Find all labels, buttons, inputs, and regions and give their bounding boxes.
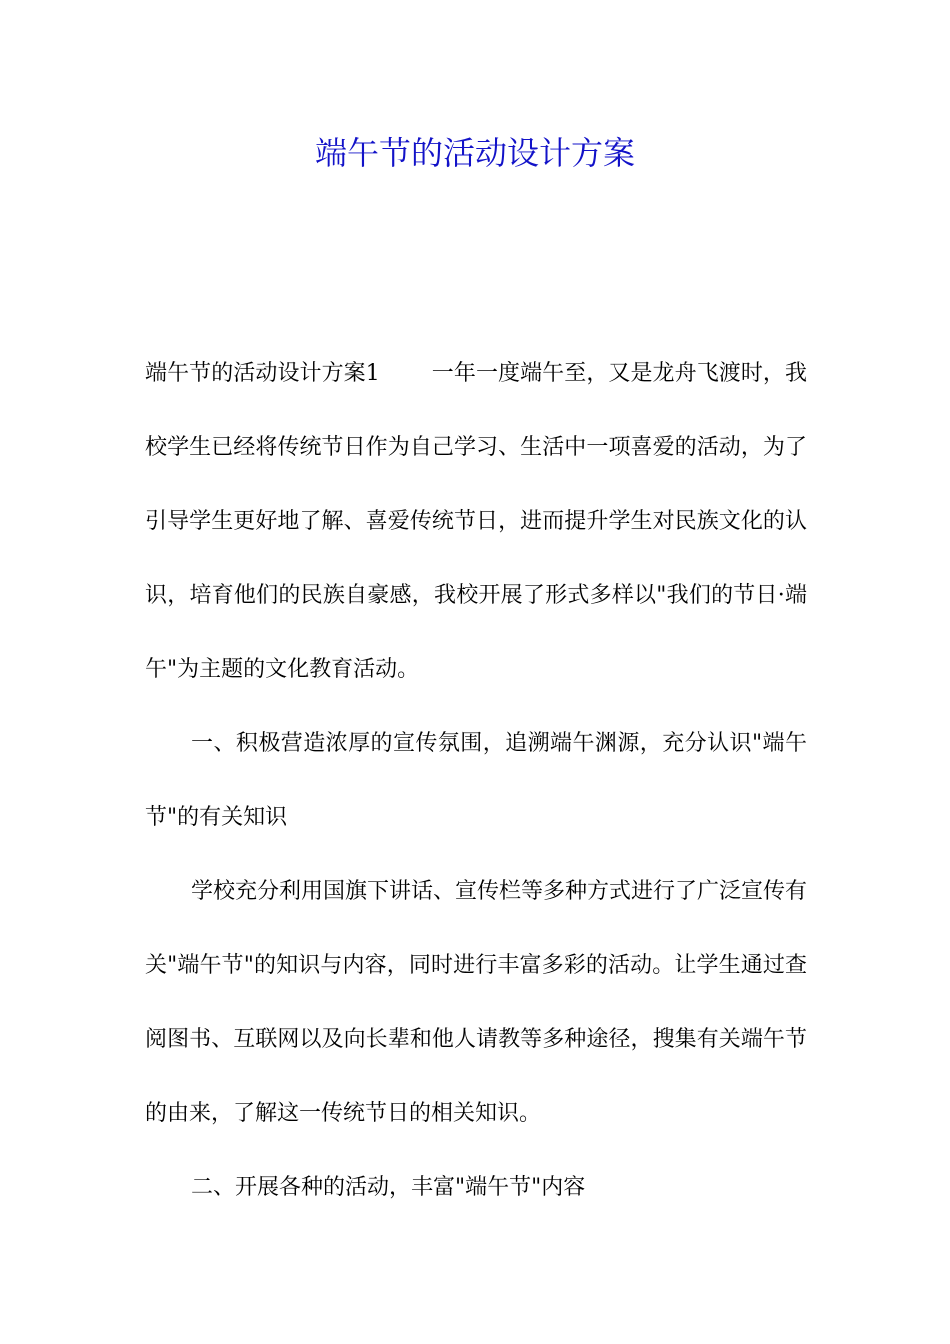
document-title: 端午节的活动设计方案: [314, 134, 635, 172]
paragraph-section-two: 二、开展各种的活动，丰富"端午节"内容: [191, 1175, 586, 1200]
paragraph-text: 一年一度端午至，又是龙舟飞渡时，我校学生已经将传统节日作为自己学习、生活中一项喜爱的活动，为了引导学生更好地了解、喜爱传统节日，进而提升学生对民族文化的认识，培育他们的民族自豪感，我校开展了形式多样以"我们的节日·端午"为主题的文化教育活动。: [145, 361, 807, 682]
section-heading: 端午节的活动设计方案1: [145, 361, 380, 386]
document-body: [145, 337, 807, 1225]
paragraph-publicity: 学校充分利用国旗下讲话、宣传栏等多种方式进行了广泛宣传有关"端午节"的知识与内容，同时进行丰富多彩的活动。让学生通过查阅图书、互联网以及向长辈和他人请教等多种途径，搜集有关端午节的由来，了解这一传统节日的相关知识。: [145, 879, 808, 1126]
paragraph-intro: [145, 337, 807, 707]
paragraph-section-one: 一、积极营造浓厚的宣传氛围，追溯端午渊源，充分认识"端午节"的有关知识: [145, 731, 807, 830]
